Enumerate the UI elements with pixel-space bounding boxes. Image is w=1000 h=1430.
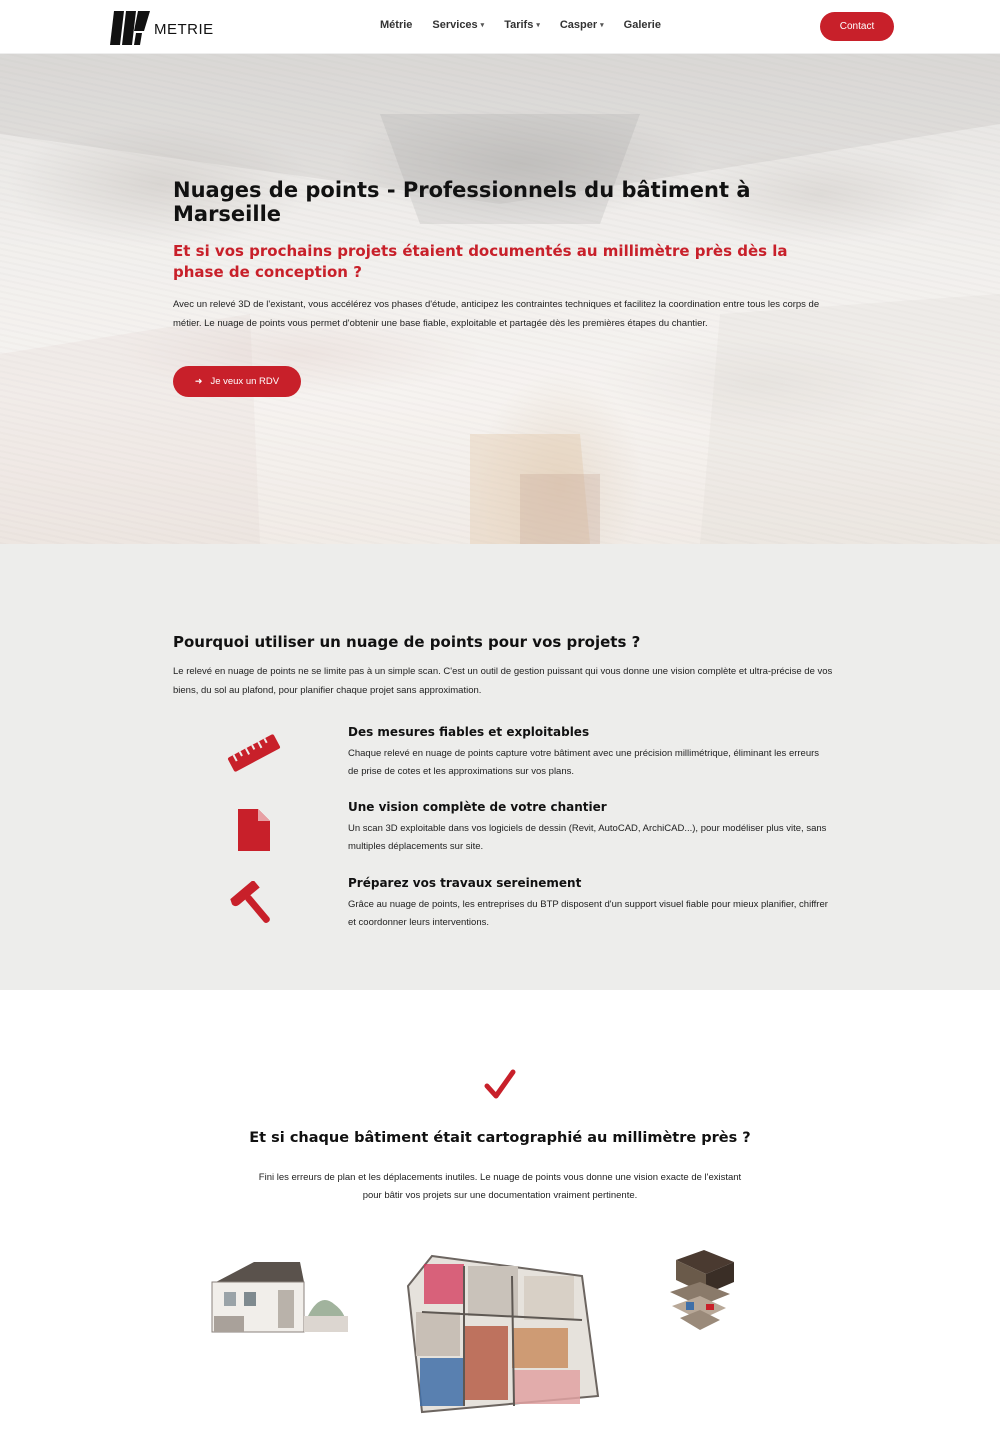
feature-text: Chaque relevé en nuage de points capture votre bâtiment avec une précision millimétrique, éliminant les erreurs de prise de cotes et les approximations sur vos plans. [348, 748, 820, 777]
scan-image-facade [208, 1256, 350, 1336]
feature-item [0, 800, 1000, 870]
scan-image-floorplan [402, 1246, 602, 1418]
site-header [0, 0, 1000, 54]
logo[interactable] [110, 11, 214, 45]
scan-image-exploded [660, 1248, 746, 1334]
feature-title: Préparez vos travaux sereinement [348, 876, 582, 890]
logo-text: METRIE [154, 20, 214, 38]
nav-item-metrie[interactable] [380, 19, 412, 31]
rdv-button-label: Je veux un RDV [210, 376, 280, 387]
nav-item-services[interactable] [432, 19, 484, 31]
nav-item-tarifs[interactable] [504, 19, 540, 31]
caret-down-icon: ▾ [600, 22, 604, 29]
feature-item [0, 876, 1000, 946]
feature-text: Grâce au nuage de points, les entreprises du BTP disposent d'un support visuel fiable pour mieux planifier, chiffrer et coordonner leurs interventions. [348, 899, 828, 928]
nav-item-galerie[interactable] [624, 19, 661, 31]
ruler-icon [222, 725, 286, 781]
hero-text: Avec un relevé 3D de l'existant, vous accélérez vos phases d'étude, anticipez les contraintes techniques et facilitez la coordination entre tous les corps de métier. Le nuage de points vous permet d'obtenir une base fiable, exploitable et partagée dès les premières étapes du chantier. [173, 299, 820, 329]
checkmark-icon [483, 1068, 517, 1102]
feature-title: Une vision complète de votre chantier [348, 800, 607, 814]
arrow-right-icon: ➜ [194, 376, 203, 386]
main-nav [380, 19, 661, 31]
feature-text: Un scan 3D exploitable dans vos logiciels de dessin (Revit, AutoCAD, ArchiCAD...), pour modéliser plus vite, sans multiples déplacements sur site. [348, 823, 827, 852]
hero-section [0, 54, 1000, 544]
nav-item-label: Services [432, 19, 478, 31]
document-icon [222, 802, 286, 858]
why-title: Pourquoi utiliser un nuage de points pour vos projets ? [173, 633, 641, 651]
hero-title: Nuages de points - Professionnels du bâtiment à Marseille [173, 178, 751, 226]
rdv-button[interactable] [173, 366, 301, 397]
nav-item-label: Galerie [623, 19, 661, 31]
carto-text: Fini les erreurs de plan et les déplacements inutiles. Le nuage de points vous donne une vision exacte de l'existant pour bâtir vos projets sur une documentation vraiment pertinente. [258, 1172, 742, 1201]
why-text: Le relevé en nuage de points ne se limite pas à un simple scan. C'est un outil de gestion puissant qui vous donne une vision complète et ultra-précise de vos biens, du sol au plafond, pour planifier chaque projet sans approximation. [173, 666, 833, 696]
why-section [0, 544, 1000, 990]
nav-item-casper[interactable] [560, 19, 604, 31]
hero-subtitle: Et si vos prochains projets étaient documentés au millimètre près dès la phase de conception ? [173, 242, 788, 281]
feature-item [0, 725, 1000, 795]
nav-item-label: Tarifs [504, 19, 534, 31]
feature-title: Des mesures fiables et exploitables [348, 725, 590, 739]
hammer-icon [222, 876, 286, 932]
carto-title: Et si chaque bâtiment était cartographié au millimètre près ? [249, 1130, 751, 1146]
nav-item-label: Métrie [380, 19, 413, 31]
contact-button[interactable]: Contact [820, 12, 894, 41]
nav-item-label: Casper [559, 19, 598, 31]
logo-mark-icon [110, 11, 150, 45]
carto-section [0, 990, 1000, 1430]
caret-down-icon: ▾ [536, 22, 540, 29]
caret-down-icon: ▾ [480, 22, 485, 29]
